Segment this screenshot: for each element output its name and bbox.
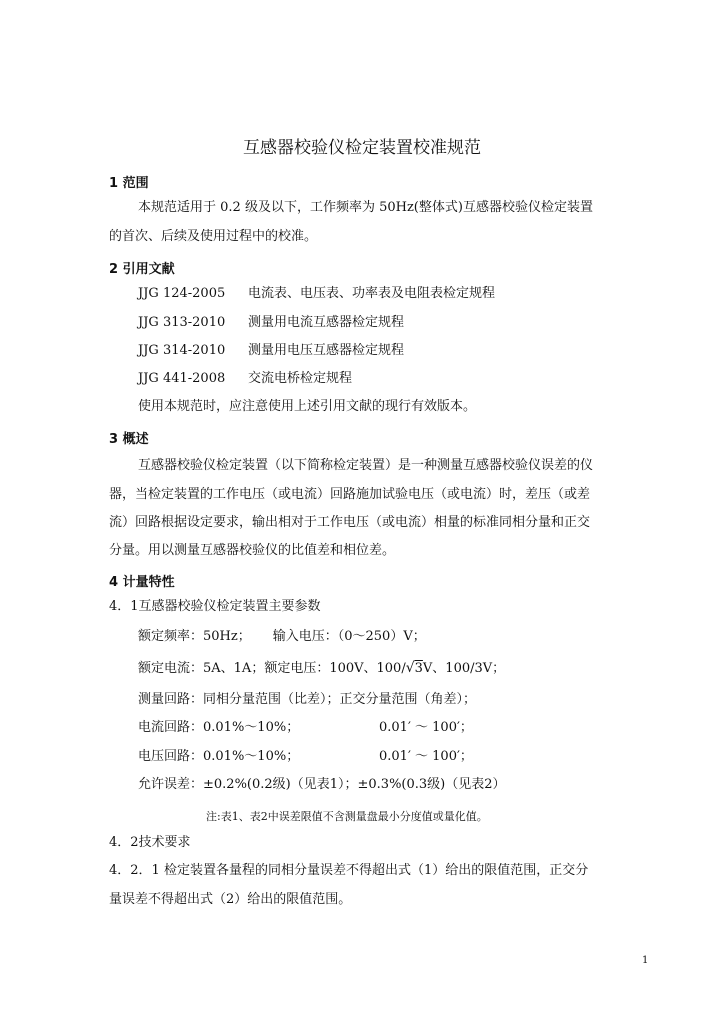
voltage-loop-range: 电压回路：0.01%～10%；: [138, 749, 300, 764]
section-1-text-line2: 的首次、后续及使用过程中的校准。: [109, 229, 318, 244]
reference-name: 测量用电流互感器检定规程: [248, 315, 405, 330]
reference-code: JJG 441-2008: [138, 371, 226, 386]
page-title: 互感器校验仪检定装置校准规范: [243, 138, 481, 158]
measurement-loop-line: 测量回路：同相分量范围（比差）；正交分量范围（角差）；: [138, 692, 477, 707]
rated-frequency: 额定频率：50Hz；: [138, 629, 251, 644]
voltage-loop-angle: 0.01′ ～ 100′；: [379, 749, 473, 764]
reference-code: JJG 313-2010: [138, 315, 226, 330]
current-loop-angle: 0.01′ ～ 100′；: [379, 720, 473, 735]
subsection-4-1-heading: 4．1互感器校验仪检定装置主要参数: [109, 599, 321, 614]
sqrt-number: 3: [414, 661, 423, 676]
rated-voltage-text: V、100/3V；: [422, 661, 506, 676]
reference-name: 测量用电压互感器检定规程: [248, 343, 405, 358]
current-loop-range: 电流回路：0.01%～10%；: [138, 720, 300, 735]
reference-item: [138, 371, 352, 386]
subsection-4-2-1-line2: 量误差不得超出式（2）给出的限值范围。: [109, 892, 352, 907]
reference-name: 交流电桥检定规程: [248, 371, 353, 386]
page-number: 1: [642, 955, 649, 966]
section-1-text-line1: 本规范适用于 0.2 级及以下，工作频率为 50Hz(整体式)互感器校验仪检定装置: [138, 200, 593, 215]
section-1-heading: 1 范围: [109, 176, 149, 191]
allowable-error-line: 允许误差：±0.2%(0.2级)（见表1）；±0.3%(0.3级)（见表2）: [138, 777, 506, 792]
section-3-text-line3: 流）回路根据设定要求，输出相对于工作电压（或电流）相量的标准同相分量和正交: [109, 515, 591, 530]
section-3-text-line2: 器，当检定装置的工作电压（或电流）回路施加试验电压（或电流）时，差压（或差: [109, 487, 591, 502]
reference-name: 电流表、电压表、功率表及电阻表检定规程: [248, 286, 496, 301]
input-voltage: 输入电压：（0～250）V；: [272, 629, 426, 644]
rated-frequency-line: [138, 629, 426, 644]
rated-current-text: 额定电流：5A、1A；额定电压：100V、100/: [138, 661, 406, 676]
reference-item: [138, 286, 495, 301]
section-3-text-line1: 互感器校验仪检定装置（以下简称检定装置）是一种测量互感器校验仪误差的仪: [138, 458, 594, 473]
reference-code: JJG 314-2010: [138, 343, 226, 358]
rated-current-voltage-line: [138, 661, 505, 676]
section-3-text-line4: 分量。用以测量互感器校验仪的比值差和相位差。: [109, 543, 396, 558]
reference-item: [138, 315, 404, 330]
section-2-heading: 2 引用文献: [109, 262, 175, 277]
reference-item: [138, 343, 404, 358]
reference-code: JJG 124-2005: [138, 286, 226, 301]
subsection-4-2-heading: 4．2技术要求: [109, 835, 191, 850]
table-note: 注:表1、表2中误差限值不含测量盘最小分度值或量化值。: [206, 810, 488, 823]
section-3-heading: 3 概述: [109, 432, 149, 447]
section-4-heading: 4 计量特性: [109, 575, 175, 590]
subsection-4-2-1-line1: 4．2．1 检定装置各量程的同相分量误差不得超出式（1）给出的限值范围，正交分: [109, 863, 589, 878]
reference-note: 使用本规范时，应注意使用上述引用文献的现行有效版本。: [138, 399, 477, 414]
sqrt-symbol: √: [405, 660, 415, 676]
